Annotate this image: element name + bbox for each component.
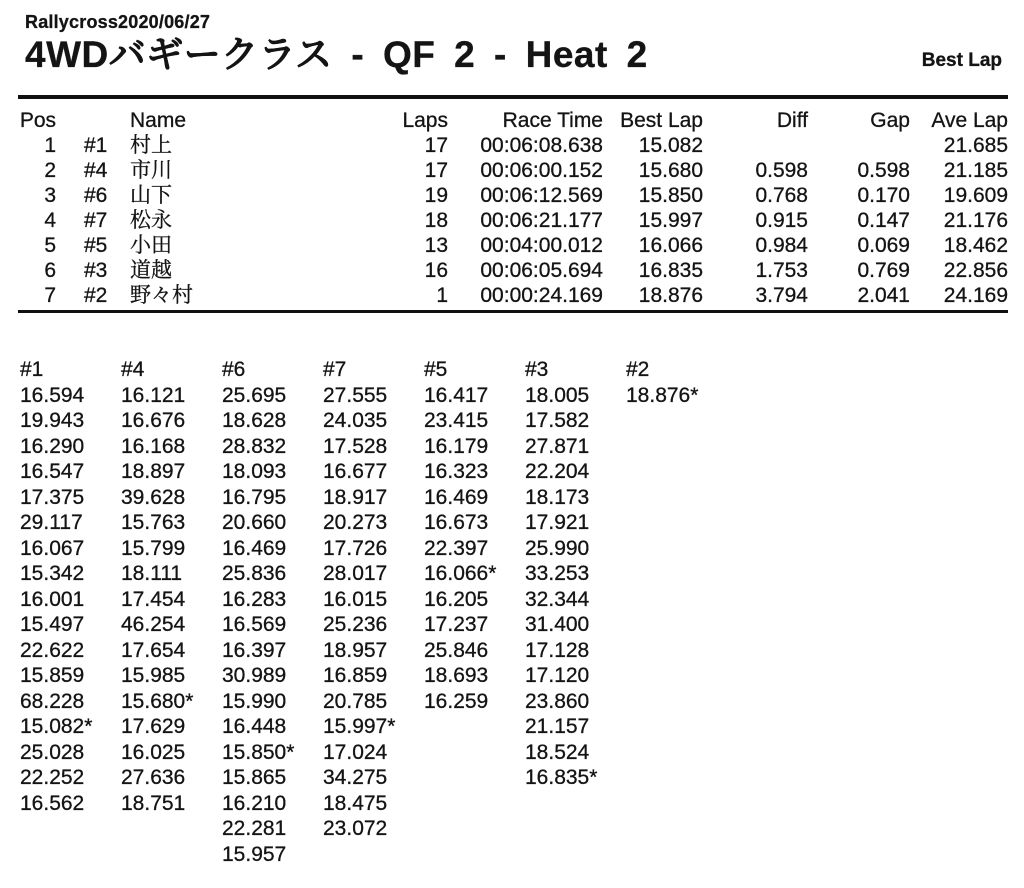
lap-time: 15.865 [222,766,287,789]
lap-column-car-number: #3 [525,358,549,381]
gap-cell: 0.069 [857,234,910,257]
lap-time: 20.660 [222,511,287,534]
lap-time: 18.111 [121,562,183,585]
lap-column-car-number: #4 [121,358,145,381]
gap-cell: 2.041 [857,284,910,307]
gap-cell [808,133,910,158]
race-time-cell: 00:06:12.569 [480,184,603,207]
lap-column-car-number: #7 [323,358,347,381]
lap-time: 15.680* [121,689,194,713]
lap-time: 25.836 [222,562,287,585]
lap-time: 17.921 [525,511,590,534]
lap-time: 17.629 [121,715,186,738]
lap-times-column [424,357,525,867]
lap-time: 17.024 [323,740,388,764]
gap-cell: 0.769 [857,259,910,282]
lap-time: 17.528 [323,434,388,458]
gap-cell: 0.170 [857,184,910,207]
diff-cell [703,133,808,158]
lap-times-column [222,357,323,867]
race-time-cell: 00:06:05.694 [480,259,603,282]
table-divider [18,310,1008,313]
lap-time: 16.448 [222,715,287,738]
lap-time: 16.283 [222,587,287,611]
car-number-cell: #4 [84,159,108,182]
col-header-pos: Pos [19,109,56,132]
lap-list [323,383,424,842]
lap-time: 30.989 [222,664,287,687]
lap-times-column [323,357,424,867]
lap-column-car-number: #2 [626,358,650,381]
driver-name-cell: 小田 [130,234,172,257]
lap-time: 16.121 [121,383,186,407]
lap-time: 18.524 [525,740,590,764]
diff-cell: 0.915 [755,209,808,232]
ave-lap-cell: 21.185 [943,159,1008,182]
lap-time: 16.290 [20,434,85,458]
lap-time: 25.028 [20,740,85,764]
lap-time: 18.897 [121,460,186,483]
diff-cell: 0.598 [755,159,808,182]
best-lap-cell: 16.835 [638,259,703,282]
lap-time: 17.128 [525,638,590,662]
result-row [18,258,1008,283]
lap-time: 68.228 [20,689,85,713]
best-lap-cell: 18.876 [638,284,703,307]
diff-cell: 1.753 [755,259,808,282]
car-number-cell: #7 [84,209,108,232]
lap-time: 20.273 [323,511,388,534]
result-row [18,158,1008,183]
driver-name-cell: 村上 [130,134,172,157]
lap-time: 28.017 [323,562,388,585]
col-header-name: Name [130,109,187,132]
lap-time: 17.582 [525,409,590,432]
lap-time: 18.093 [222,460,287,483]
lap-time: 15.850* [222,740,295,764]
result-row [18,208,1008,233]
lap-time: 18.173 [525,485,590,509]
lap-times-column [626,357,698,867]
lap-time: 18.957 [323,638,388,662]
lap-time: 25.846 [424,638,489,662]
lap-time: 29.117 [20,511,83,534]
position-cell: 7 [44,284,56,307]
lap-time: 16.677 [323,460,388,483]
lap-time: 34.275 [323,766,388,789]
lap-time: 18.876* [626,383,699,407]
diff-cell: 3.794 [755,284,808,307]
lap-column-car-number: #5 [424,358,448,381]
lap-time: 15.082* [20,715,93,738]
result-row [18,233,1008,258]
lap-time: 16.562 [20,791,85,815]
lap-time: 31.400 [525,613,590,636]
lap-time: 27.636 [121,766,186,789]
lap-time: 23.415 [424,409,489,432]
lap-list [222,383,323,868]
result-row [18,183,1008,208]
lap-time: 17.654 [121,638,186,662]
lap-time: 21.157 [525,715,590,738]
lap-time: 17.375 [20,485,85,509]
lap-time: 17.726 [323,536,388,560]
lap-list [121,383,222,817]
best-lap-cell: 16.066 [638,234,703,257]
lap-time: 22.204 [525,460,590,483]
lap-time: 15.497 [20,613,85,636]
col-header-race-time: Race Time [502,109,603,132]
lap-time: 25.236 [323,613,388,636]
lap-time: 16.569 [222,613,287,636]
lap-time: 24.035 [323,409,388,432]
sort-mode-label: Best Lap [921,50,1002,71]
best-lap-cell: 15.680 [638,159,703,182]
car-number-cell: #2 [84,284,108,307]
lap-time: 16.397 [222,638,287,662]
lap-time: 22.622 [20,638,85,662]
lap-time: 15.859 [20,664,85,687]
laps-cell: 17 [424,134,448,157]
lap-time: 17.237 [424,613,489,636]
lap-time: 25.695 [222,383,287,407]
ave-lap-cell: 21.685 [943,134,1008,157]
race-time-cell: 00:06:08.638 [480,134,603,157]
results-table [18,108,1008,308]
lap-time: 23.072 [323,817,388,840]
lap-time: 18.693 [424,664,489,687]
lap-time: 33.253 [525,562,590,585]
lap-time: 27.871 [525,434,590,458]
best-lap-cell: 15.082 [638,134,703,157]
laps-cell: 16 [424,259,448,282]
lap-list [20,383,121,817]
driver-name-cell: 市川 [130,159,172,182]
position-cell: 5 [44,234,56,257]
lap-times-column [20,357,121,867]
position-cell: 6 [44,259,56,282]
lap-time: 18.628 [222,409,287,432]
page-title: 4WDバギークラス - QF 2 - Heat 2 [25,34,648,75]
gap-cell: 0.147 [857,209,910,232]
lap-time: 16.673 [424,511,489,534]
lap-time: 28.832 [222,434,287,458]
best-lap-cell: 15.850 [638,184,703,207]
ave-lap-cell: 19.609 [943,184,1008,207]
header-divider [18,95,1008,99]
best-lap-cell: 15.997 [638,209,703,232]
col-header-gap: Gap [870,109,910,132]
results-body [18,133,1008,308]
lap-list [626,383,698,409]
lap-time: 15.990 [222,689,287,713]
lap-time: 16.795 [222,485,287,509]
lap-time: 15.763 [121,511,186,534]
lap-time: 22.281 [222,817,287,840]
lap-time: 20.785 [323,689,388,713]
ave-lap-cell: 22.856 [943,259,1008,282]
car-number-cell: #5 [84,234,108,257]
lap-time: 23.860 [525,689,590,713]
result-row [18,133,1008,158]
lap-times-column [525,357,626,867]
lap-time: 16.066* [424,562,497,585]
lap-time: 19.943 [20,409,85,432]
lap-time: 16.547 [20,460,85,483]
driver-name-cell: 山下 [130,184,172,207]
col-header-laps: Laps [402,109,448,132]
lap-time: 15.985 [121,664,186,687]
lap-list [525,383,626,791]
race-time-cell: 00:04:00.012 [480,234,603,257]
event-date: Rallycross2020/06/27 [25,12,211,32]
car-number-cell: #1 [84,134,108,157]
lap-times-grid [20,357,698,867]
car-number-cell: #3 [84,259,108,282]
lap-column-car-number: #6 [222,358,246,381]
lap-time: 22.397 [424,536,489,560]
race-time-cell: 00:06:00.152 [480,159,603,182]
lap-time: 16.259 [424,689,489,713]
laps-cell: 18 [424,209,448,232]
lap-time: 16.676 [121,409,186,432]
lap-times-column [121,357,222,867]
laps-cell: 17 [424,159,448,182]
laps-cell: 1 [436,284,448,307]
lap-time: 18.005 [525,383,590,407]
lap-time: 16.025 [121,740,186,764]
lap-time: 39.628 [121,485,186,509]
lap-time: 25.990 [525,536,590,560]
car-number-cell: #6 [84,184,108,207]
result-row [18,283,1008,308]
lap-time: 16.015 [323,587,388,611]
col-header-car [56,108,122,133]
lap-time: 15.957 [222,842,287,866]
lap-time: 27.555 [323,383,388,407]
results-header-row [18,108,1008,133]
lap-time: 16.210 [222,791,287,815]
lap-time: 32.344 [525,587,590,611]
lap-time: 16.859 [323,664,388,687]
lap-time: 18.751 [121,791,186,815]
ave-lap-cell: 21.176 [943,209,1008,232]
diff-cell: 0.768 [755,184,808,207]
lap-time: 15.799 [121,536,186,560]
lap-time: 16.179 [424,434,489,458]
col-header-best-lap: Best Lap [620,109,703,132]
lap-time: 16.067 [20,536,85,560]
lap-time: 18.917 [323,485,388,509]
driver-name-cell: 道越 [130,259,172,282]
lap-time: 16.469 [222,536,287,560]
lap-time: 16.417 [424,383,489,407]
lap-time: 22.252 [20,766,85,789]
title-row [25,33,1008,73]
lap-time: 16.001 [20,587,85,611]
position-cell: 1 [44,134,56,157]
position-cell: 4 [44,209,56,232]
lap-time: 46.254 [121,613,186,636]
lap-time: 17.454 [121,587,186,611]
lap-time: 16.168 [121,434,186,458]
lap-time: 16.469 [424,485,489,509]
lap-time: 16.323 [424,460,489,483]
lap-time: 16.835* [525,766,598,789]
lap-time: 15.342 [20,562,85,585]
lap-time: 18.475 [323,791,388,815]
lap-list [424,383,525,715]
diff-cell: 0.984 [755,234,808,257]
lap-column-car-number: #1 [20,358,44,381]
position-cell: 2 [44,159,56,182]
position-cell: 3 [44,184,56,207]
lap-time: 17.120 [525,664,590,687]
lap-time: 16.594 [20,383,85,407]
driver-name-cell: 野々村 [130,284,193,307]
col-header-ave-lap: Ave Lap [931,109,1008,132]
col-header-diff: Diff [776,109,808,132]
driver-name-cell: 松永 [130,209,172,232]
laps-cell: 19 [424,184,448,207]
results-table-wrap [18,108,1008,308]
ave-lap-cell: 18.462 [943,234,1008,257]
race-time-cell: 00:06:21.177 [480,209,603,232]
lap-time: 16.205 [424,587,489,611]
lap-time: 15.997* [323,715,396,738]
race-time-cell: 00:00:24.169 [480,284,603,307]
ave-lap-cell: 24.169 [943,284,1008,307]
document-header [25,12,1008,73]
gap-cell: 0.598 [857,159,910,182]
laps-cell: 13 [424,234,448,257]
